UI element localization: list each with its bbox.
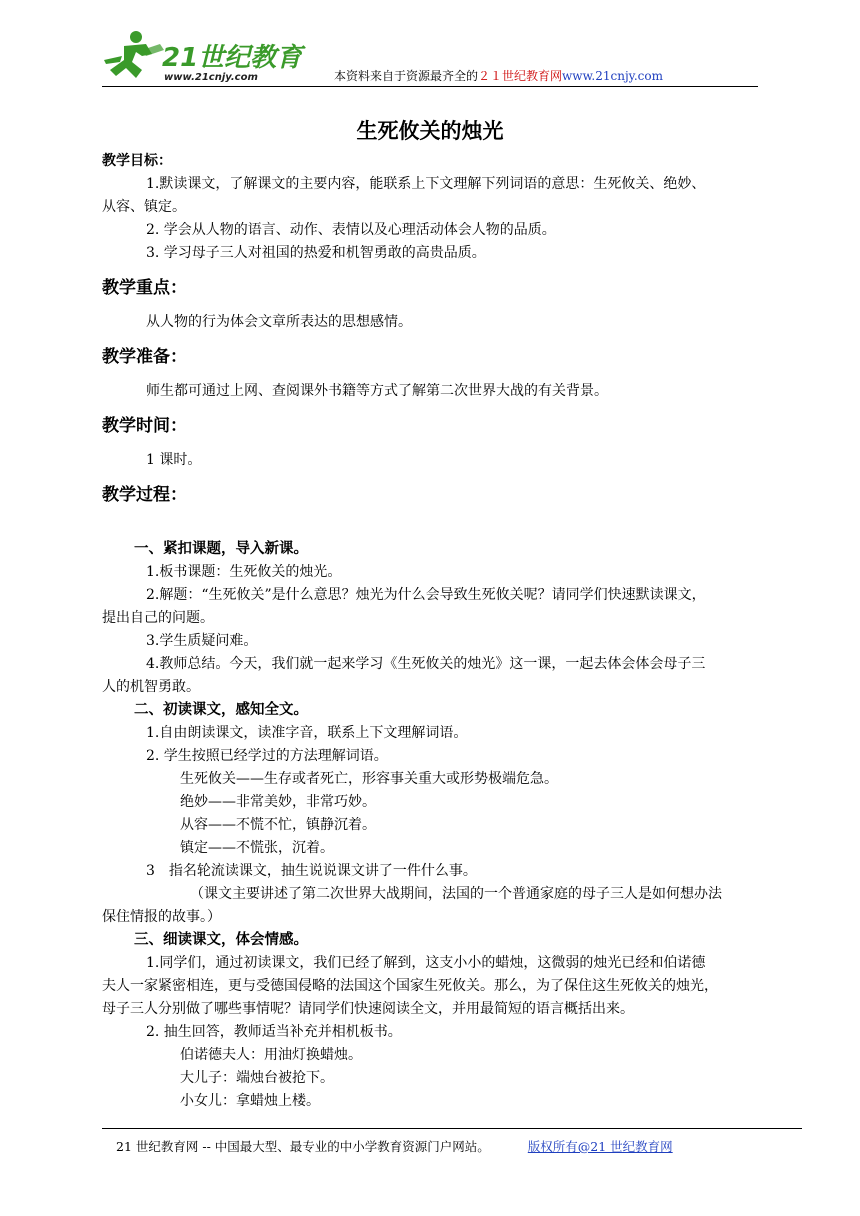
board-note: 伯诺德夫人：用油灯换蜡烛。: [180, 1047, 362, 1063]
process-line: 1.自由朗读课文，读准字音，联系上下文理解词语。: [146, 725, 468, 741]
time-heading: 教学时间：: [102, 416, 187, 436]
focus-text: 从人物的行为体会文章所表达的思想感情。: [146, 314, 412, 330]
process-line: 人的机智勇敢。: [102, 679, 200, 695]
logo-url: www.21cnjy.com: [164, 72, 258, 83]
goal-line: 从容、镇定。: [102, 199, 186, 215]
board-note: 小女儿：拿蜡烛上楼。: [180, 1093, 320, 1109]
focus-heading: 教学重点：: [102, 278, 187, 298]
process-line: 3.学生质疑问难。: [146, 633, 258, 649]
process-line: 2. 抽生回答，教师适当补充并相机板书。: [146, 1024, 402, 1040]
goal-line: 1.默读课文，了解课文的主要内容，能联系上下文理解下列词语的意思：生死攸关、绝妙、: [146, 176, 706, 192]
header-divider: [102, 86, 758, 87]
word-definition: 生死攸关——生存或者死亡，形容事关重大或形势极端危急。: [180, 771, 558, 787]
word-definition: 绝妙——非常美妙，非常巧妙。: [180, 794, 376, 810]
prep-text: 师生都可通过上网、查阅课外书籍等方式了解第二次世界大战的有关背景。: [146, 383, 608, 399]
site-logo: [102, 30, 312, 86]
header-note-brand: ２１世纪教育网: [478, 69, 563, 83]
process-line: 1.同学们，通过初读课文，我们已经了解到，这支小小的蜡烛，这微弱的烛光已经和伯诺德: [146, 955, 706, 971]
process-heading: 教学过程：: [102, 485, 187, 505]
header-note-prefix: 本资料来自于资源最齐全的: [334, 69, 479, 83]
page-footer: [116, 1137, 673, 1155]
process-line: 保住情报的故事。）: [102, 909, 221, 925]
process-line: 提出自己的问题。: [102, 610, 214, 626]
goal-line: 2. 学会从人物的语言、动作、表情以及心理活动体会人物的品质。: [146, 222, 556, 238]
process-line: 3 指名轮流读课文，抽生说说课文讲了一件什么事。: [146, 863, 477, 879]
section-title: 一、紧扣课题，导入新课。: [134, 541, 308, 557]
process-line: 夫人一家紧密相连，更与受德国侵略的法国这个国家生死攸关。那么，为了保住这生死攸关的烛光，: [102, 978, 718, 994]
copyright-link[interactable]: 版权所有@21 世纪教育网: [527, 1139, 673, 1154]
footer-divider: [102, 1128, 802, 1129]
process-line: 母子三人分别做了哪些事情呢？请同学们快速阅读全文，并用最简短的语言概括出来。: [102, 1001, 634, 1017]
process-line: 2. 学生按照已经学过的方法理解词语。: [146, 748, 388, 764]
word-definition: 从容——不慌不忙，镇静沉着。: [180, 817, 376, 833]
process-line: （课文主要讲述了第二次世界大战期间，法国的一个普通家庭的母子三人是如何想办法: [190, 886, 722, 902]
header-note: [334, 67, 663, 84]
section-title: 二、初读课文，感知全文。: [134, 702, 308, 718]
page-title: 生死攸关的烛光: [356, 119, 504, 143]
section-title: 三、细读课文，体会情感。: [134, 932, 308, 948]
process-line: 2.解题：“生死攸关”是什么意思？烛光为什么会导致生死攸关呢？请同学们快速默读课文，: [146, 587, 706, 603]
logo-text: 21世纪教育: [162, 43, 303, 73]
word-definition: 镇定——不慌张，沉着。: [180, 840, 334, 856]
process-line: 1.板书课题：生死攸关的烛光。: [146, 564, 342, 580]
footer-text: 21 世纪教育网 -- 中国最大型、最专业的中小学教育资源门户网站。: [116, 1139, 490, 1154]
goals-heading: 教学目标：: [102, 153, 172, 169]
time-text: 1 课时。: [146, 452, 202, 468]
header-note-url[interactable]: www.21cnjy.com: [562, 69, 663, 83]
process-line: 4.教师总结。今天，我们就一起来学习《生死攸关的烛光》这一课，一起去体会体会母子三: [146, 656, 706, 672]
board-note: 大儿子：端烛台被抢下。: [180, 1070, 334, 1086]
prep-heading: 教学准备：: [102, 347, 187, 367]
document-body: [102, 150, 760, 1113]
goal-line: 3. 学习母子三人对祖国的热爱和机智勇敢的高贵品质。: [146, 245, 486, 261]
